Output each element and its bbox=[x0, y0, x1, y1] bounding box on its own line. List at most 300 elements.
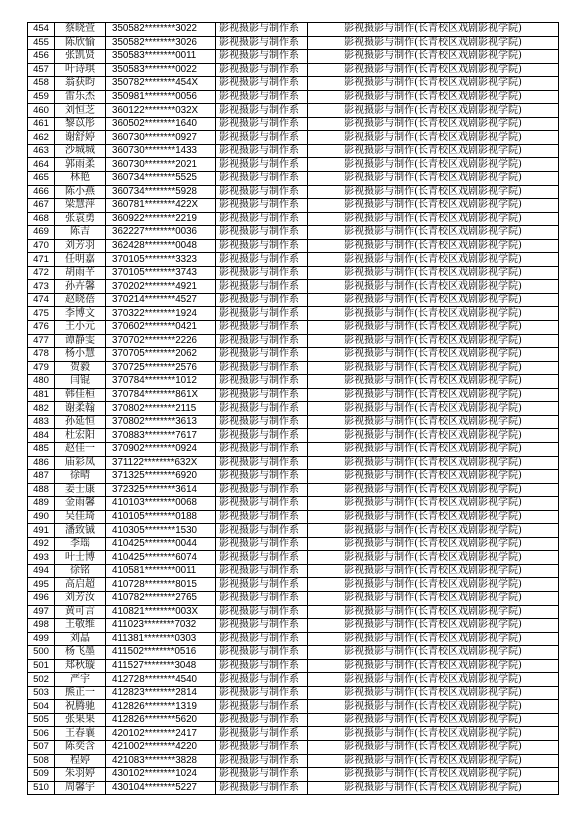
cell-id-number: 412826********5620 bbox=[106, 713, 216, 727]
cell-id-number: 410425********6074 bbox=[106, 551, 216, 565]
cell-id-number: 430104********5227 bbox=[106, 781, 216, 795]
table-row bbox=[28, 591, 559, 605]
cell-department: 影视摄影与制作系 bbox=[216, 564, 308, 578]
cell-id-number: 370602********0421 bbox=[106, 321, 216, 335]
cell-id-number: 372325********3614 bbox=[106, 483, 216, 497]
cell-name: 金雨馨 bbox=[55, 497, 106, 511]
cell-name: 潘致铖 bbox=[55, 524, 106, 538]
cell-major: 影视摄影与制作(长青校区戏剧影视学院) bbox=[308, 768, 559, 782]
cell-id-number: 410105********0188 bbox=[106, 510, 216, 524]
table-row bbox=[28, 727, 559, 741]
table-row bbox=[28, 578, 559, 592]
cell-name: 杨飞墨 bbox=[55, 646, 106, 660]
cell-name: 张袁勇 bbox=[55, 212, 106, 226]
cell-name: 刘恒芝 bbox=[55, 104, 106, 118]
cell-department: 影视摄影与制作系 bbox=[216, 442, 308, 456]
table-row bbox=[28, 442, 559, 456]
cell-name: 熊正一 bbox=[55, 686, 106, 700]
cell-name: 高启超 bbox=[55, 578, 106, 592]
cell-id-number: 350981********0056 bbox=[106, 90, 216, 104]
cell-row-number: 504 bbox=[28, 700, 55, 714]
cell-row-number: 464 bbox=[28, 158, 55, 172]
cell-department: 影视摄影与制作系 bbox=[216, 361, 308, 375]
cell-id-number: 350583********0022 bbox=[106, 63, 216, 77]
cell-name: 杜宏阳 bbox=[55, 429, 106, 443]
cell-name: 郭雨柔 bbox=[55, 158, 106, 172]
cell-id-number: 350583********0011 bbox=[106, 50, 216, 64]
cell-department: 影视摄影与制作系 bbox=[216, 456, 308, 470]
cell-major: 影视摄影与制作(长青校区戏剧影视学院) bbox=[308, 781, 559, 795]
cell-major: 影视摄影与制作(长青校区戏剧影视学院) bbox=[308, 470, 559, 484]
cell-name: 王小元 bbox=[55, 321, 106, 335]
table-row bbox=[28, 253, 559, 267]
cell-id-number: 360730********0927 bbox=[106, 131, 216, 145]
student-list-table bbox=[27, 22, 559, 795]
cell-row-number: 489 bbox=[28, 497, 55, 511]
cell-row-number: 454 bbox=[28, 23, 55, 37]
cell-major: 影视摄影与制作(长青校区戏剧影视学院) bbox=[308, 280, 559, 294]
cell-major: 影视摄影与制作(长青校区戏剧影视学院) bbox=[308, 144, 559, 158]
cell-major: 影视摄影与制作(长青校区戏剧影视学院) bbox=[308, 104, 559, 118]
table-row bbox=[28, 77, 559, 91]
cell-id-number: 370883********7617 bbox=[106, 429, 216, 443]
cell-id-number: 370702********2226 bbox=[106, 334, 216, 348]
table-row bbox=[28, 375, 559, 389]
cell-department: 影视摄影与制作系 bbox=[216, 781, 308, 795]
cell-name: 吴佳琦 bbox=[55, 510, 106, 524]
cell-name: 雷乐杰 bbox=[55, 90, 106, 104]
cell-name: 严宇 bbox=[55, 673, 106, 687]
table-row bbox=[28, 659, 559, 673]
cell-name: 谭静雯 bbox=[55, 334, 106, 348]
cell-major: 影视摄影与制作(长青校区戏剧影视学院) bbox=[308, 591, 559, 605]
cell-department: 影视摄影与制作系 bbox=[216, 158, 308, 172]
cell-department: 影视摄影与制作系 bbox=[216, 754, 308, 768]
cell-major: 影视摄影与制作(长青校区戏剧影视学院) bbox=[308, 77, 559, 91]
cell-row-number: 496 bbox=[28, 591, 55, 605]
cell-major: 影视摄影与制作(长青校区戏剧影视学院) bbox=[308, 117, 559, 131]
cell-major: 影视摄影与制作(长青校区戏剧影视学院) bbox=[308, 36, 559, 50]
cell-row-number: 510 bbox=[28, 781, 55, 795]
table-row bbox=[28, 470, 559, 484]
cell-id-number: 411527********3048 bbox=[106, 659, 216, 673]
table-row bbox=[28, 90, 559, 104]
cell-id-number: 411502********0516 bbox=[106, 646, 216, 660]
cell-department: 影视摄影与制作系 bbox=[216, 673, 308, 687]
cell-id-number: 410821********003X bbox=[106, 605, 216, 619]
table-row bbox=[28, 673, 559, 687]
cell-row-number: 491 bbox=[28, 524, 55, 538]
cell-id-number: 362428********0048 bbox=[106, 239, 216, 253]
cell-name: 刘芳羽 bbox=[55, 239, 106, 253]
table-row bbox=[28, 63, 559, 77]
cell-department: 影视摄影与制作系 bbox=[216, 375, 308, 389]
cell-department: 影视摄影与制作系 bbox=[216, 497, 308, 511]
cell-id-number: 411023********7032 bbox=[106, 619, 216, 633]
cell-department: 影视摄影与制作系 bbox=[216, 740, 308, 754]
cell-department: 影视摄影与制作系 bbox=[216, 605, 308, 619]
cell-major: 影视摄影与制作(长青校区戏剧影视学院) bbox=[308, 646, 559, 660]
cell-row-number: 460 bbox=[28, 104, 55, 118]
cell-id-number: 421002********4220 bbox=[106, 740, 216, 754]
cell-department: 影视摄影与制作系 bbox=[216, 348, 308, 362]
cell-row-number: 505 bbox=[28, 713, 55, 727]
cell-id-number: 370784********1012 bbox=[106, 375, 216, 389]
cell-row-number: 479 bbox=[28, 361, 55, 375]
cell-name: 贺毅 bbox=[55, 361, 106, 375]
cell-major: 影视摄影与制作(长青校区戏剧影视学院) bbox=[308, 713, 559, 727]
cell-department: 影视摄影与制作系 bbox=[216, 591, 308, 605]
cell-row-number: 469 bbox=[28, 226, 55, 240]
cell-department: 影视摄影与制作系 bbox=[216, 646, 308, 660]
cell-department: 影视摄影与制作系 bbox=[216, 415, 308, 429]
table-row bbox=[28, 551, 559, 565]
cell-major: 影视摄影与制作(长青校区戏剧影视学院) bbox=[308, 429, 559, 443]
cell-name: 周馨宇 bbox=[55, 781, 106, 795]
cell-name: 王春襄 bbox=[55, 727, 106, 741]
cell-id-number: 360734********5928 bbox=[106, 185, 216, 199]
cell-department: 影视摄影与制作系 bbox=[216, 700, 308, 714]
cell-row-number: 484 bbox=[28, 429, 55, 443]
cell-name: 庙彩凤 bbox=[55, 456, 106, 470]
table-row bbox=[28, 483, 559, 497]
table-row bbox=[28, 700, 559, 714]
cell-row-number: 507 bbox=[28, 740, 55, 754]
cell-major: 影视摄影与制作(长青校区戏剧影视学院) bbox=[308, 293, 559, 307]
cell-major: 影视摄影与制作(长青校区戏剧影视学院) bbox=[308, 23, 559, 37]
table-row bbox=[28, 713, 559, 727]
cell-major: 影视摄影与制作(长青校区戏剧影视学院) bbox=[308, 456, 559, 470]
cell-name: 黎苡彤 bbox=[55, 117, 106, 131]
cell-id-number: 370105********3743 bbox=[106, 266, 216, 280]
cell-department: 影视摄影与制作系 bbox=[216, 23, 308, 37]
cell-department: 影视摄影与制作系 bbox=[216, 77, 308, 91]
cell-row-number: 458 bbox=[28, 77, 55, 91]
cell-department: 影视摄影与制作系 bbox=[216, 90, 308, 104]
table-row bbox=[28, 632, 559, 646]
cell-department: 影视摄影与制作系 bbox=[216, 619, 308, 633]
cell-id-number: 371325********6920 bbox=[106, 470, 216, 484]
cell-row-number: 498 bbox=[28, 619, 55, 633]
table-row bbox=[28, 23, 559, 37]
cell-row-number: 495 bbox=[28, 578, 55, 592]
cell-department: 影视摄影与制作系 bbox=[216, 429, 308, 443]
cell-major: 影视摄影与制作(长青校区戏剧影视学院) bbox=[308, 497, 559, 511]
cell-department: 影视摄影与制作系 bbox=[216, 727, 308, 741]
cell-major: 影视摄影与制作(长青校区戏剧影视学院) bbox=[308, 415, 559, 429]
cell-name: 刘晶 bbox=[55, 632, 106, 646]
cell-row-number: 490 bbox=[28, 510, 55, 524]
cell-id-number: 360122********032X bbox=[106, 104, 216, 118]
table-row bbox=[28, 212, 559, 226]
table-row bbox=[28, 104, 559, 118]
cell-department: 影视摄影与制作系 bbox=[216, 483, 308, 497]
cell-name: 蔡晓萱 bbox=[55, 23, 106, 37]
cell-id-number: 412728********4540 bbox=[106, 673, 216, 687]
cell-major: 影视摄影与制作(长青校区戏剧影视学院) bbox=[308, 483, 559, 497]
cell-name: 赵佳一 bbox=[55, 442, 106, 456]
table-row bbox=[28, 781, 559, 795]
cell-name: 林艳 bbox=[55, 172, 106, 186]
cell-id-number: 360502********1640 bbox=[106, 117, 216, 131]
cell-id-number: 362227********0036 bbox=[106, 226, 216, 240]
table-row bbox=[28, 144, 559, 158]
cell-id-number: 410103********0068 bbox=[106, 497, 216, 511]
cell-major: 影视摄影与制作(长青校区戏剧影视学院) bbox=[308, 50, 559, 64]
cell-id-number: 350582********3022 bbox=[106, 23, 216, 37]
cell-row-number: 463 bbox=[28, 144, 55, 158]
cell-row-number: 476 bbox=[28, 321, 55, 335]
table-row bbox=[28, 280, 559, 294]
cell-department: 影视摄影与制作系 bbox=[216, 253, 308, 267]
cell-row-number: 475 bbox=[28, 307, 55, 321]
table-row bbox=[28, 172, 559, 186]
table-row bbox=[28, 537, 559, 551]
table-row bbox=[28, 510, 559, 524]
cell-id-number: 370802********2115 bbox=[106, 402, 216, 416]
cell-name: 张果果 bbox=[55, 713, 106, 727]
cell-name: 叶士博 bbox=[55, 551, 106, 565]
cell-id-number: 370902********0924 bbox=[106, 442, 216, 456]
cell-row-number: 480 bbox=[28, 375, 55, 389]
cell-row-number: 483 bbox=[28, 415, 55, 429]
cell-name: 朱羽婷 bbox=[55, 768, 106, 782]
cell-id-number: 370784********861X bbox=[106, 388, 216, 402]
cell-name: 王敬维 bbox=[55, 619, 106, 633]
cell-department: 影视摄影与制作系 bbox=[216, 104, 308, 118]
cell-major: 影视摄影与制作(长青校区戏剧影视学院) bbox=[308, 226, 559, 240]
cell-row-number: 501 bbox=[28, 659, 55, 673]
cell-department: 影视摄影与制作系 bbox=[216, 768, 308, 782]
cell-major: 影视摄影与制作(长青校区戏剧影视学院) bbox=[308, 740, 559, 754]
cell-department: 影视摄影与制作系 bbox=[216, 334, 308, 348]
cell-row-number: 509 bbox=[28, 768, 55, 782]
cell-row-number: 486 bbox=[28, 456, 55, 470]
table-row bbox=[28, 415, 559, 429]
cell-name: 闫锟 bbox=[55, 375, 106, 389]
cell-major: 影视摄影与制作(长青校区戏剧影视学院) bbox=[308, 564, 559, 578]
table-row bbox=[28, 361, 559, 375]
cell-department: 影视摄影与制作系 bbox=[216, 185, 308, 199]
cell-major: 影视摄影与制作(长青校区戏剧影视学院) bbox=[308, 402, 559, 416]
cell-major: 影视摄影与制作(长青校区戏剧影视学院) bbox=[308, 131, 559, 145]
cell-department: 影视摄影与制作系 bbox=[216, 239, 308, 253]
cell-name: 翁获昀 bbox=[55, 77, 106, 91]
cell-row-number: 494 bbox=[28, 564, 55, 578]
cell-major: 影视摄影与制作(长青校区戏剧影视学院) bbox=[308, 551, 559, 565]
table-row bbox=[28, 239, 559, 253]
cell-row-number: 467 bbox=[28, 199, 55, 213]
cell-major: 影视摄影与制作(长青校区戏剧影视学院) bbox=[308, 632, 559, 646]
cell-row-number: 472 bbox=[28, 266, 55, 280]
table-row bbox=[28, 605, 559, 619]
table-row bbox=[28, 50, 559, 64]
cell-department: 影视摄影与制作系 bbox=[216, 524, 308, 538]
cell-name: 祝腾驰 bbox=[55, 700, 106, 714]
table-row bbox=[28, 266, 559, 280]
cell-row-number: 506 bbox=[28, 727, 55, 741]
cell-name: 姜士康 bbox=[55, 483, 106, 497]
cell-row-number: 482 bbox=[28, 402, 55, 416]
cell-major: 影视摄影与制作(长青校区戏剧影视学院) bbox=[308, 307, 559, 321]
table-row bbox=[28, 36, 559, 50]
cell-row-number: 508 bbox=[28, 754, 55, 768]
cell-row-number: 478 bbox=[28, 348, 55, 362]
table-row bbox=[28, 199, 559, 213]
cell-name: 张凯贤 bbox=[55, 50, 106, 64]
cell-row-number: 503 bbox=[28, 686, 55, 700]
cell-row-number: 485 bbox=[28, 442, 55, 456]
table-row bbox=[28, 524, 559, 538]
cell-department: 影视摄影与制作系 bbox=[216, 36, 308, 50]
table-row bbox=[28, 686, 559, 700]
table-row bbox=[28, 388, 559, 402]
table-row bbox=[28, 158, 559, 172]
cell-department: 影视摄影与制作系 bbox=[216, 686, 308, 700]
cell-row-number: 492 bbox=[28, 537, 55, 551]
cell-row-number: 457 bbox=[28, 63, 55, 77]
cell-major: 影视摄影与制作(长青校区戏剧影视学院) bbox=[308, 90, 559, 104]
cell-name: 陈欣愉 bbox=[55, 36, 106, 50]
cell-department: 影视摄影与制作系 bbox=[216, 63, 308, 77]
table-row bbox=[28, 226, 559, 240]
table-row bbox=[28, 321, 559, 335]
cell-id-number: 412826********1319 bbox=[106, 700, 216, 714]
cell-row-number: 499 bbox=[28, 632, 55, 646]
cell-row-number: 462 bbox=[28, 131, 55, 145]
cell-row-number: 488 bbox=[28, 483, 55, 497]
cell-row-number: 474 bbox=[28, 293, 55, 307]
cell-row-number: 461 bbox=[28, 117, 55, 131]
cell-name: 徐晴 bbox=[55, 470, 106, 484]
table-row bbox=[28, 740, 559, 754]
cell-department: 影视摄影与制作系 bbox=[216, 131, 308, 145]
cell-major: 影视摄影与制作(长青校区戏剧影视学院) bbox=[308, 619, 559, 633]
cell-id-number: 360922********2219 bbox=[106, 212, 216, 226]
cell-major: 影视摄影与制作(长青校区戏剧影视学院) bbox=[308, 185, 559, 199]
table-row bbox=[28, 754, 559, 768]
cell-major: 影视摄影与制作(长青校区戏剧影视学院) bbox=[308, 212, 559, 226]
cell-row-number: 459 bbox=[28, 90, 55, 104]
cell-department: 影视摄影与制作系 bbox=[216, 307, 308, 321]
cell-department: 影视摄影与制作系 bbox=[216, 212, 308, 226]
cell-row-number: 477 bbox=[28, 334, 55, 348]
table-row bbox=[28, 456, 559, 470]
cell-major: 影视摄影与制作(长青校区戏剧影视学院) bbox=[308, 524, 559, 538]
cell-row-number: 466 bbox=[28, 185, 55, 199]
cell-id-number: 360730********2021 bbox=[106, 158, 216, 172]
cell-id-number: 370105********3323 bbox=[106, 253, 216, 267]
cell-id-number: 370725********2576 bbox=[106, 361, 216, 375]
cell-department: 影视摄影与制作系 bbox=[216, 578, 308, 592]
table-body bbox=[28, 23, 559, 795]
cell-name: 孙卉馨 bbox=[55, 280, 106, 294]
cell-row-number: 502 bbox=[28, 673, 55, 687]
cell-major: 影视摄影与制作(长青校区戏剧影视学院) bbox=[308, 266, 559, 280]
cell-id-number: 410728********8015 bbox=[106, 578, 216, 592]
cell-major: 影视摄影与制作(长青校区戏剧影视学院) bbox=[308, 578, 559, 592]
cell-department: 影视摄影与制作系 bbox=[216, 470, 308, 484]
cell-name: 沙城城 bbox=[55, 144, 106, 158]
cell-name: 陈吉 bbox=[55, 226, 106, 240]
cell-department: 影视摄影与制作系 bbox=[216, 226, 308, 240]
cell-department: 影视摄影与制作系 bbox=[216, 117, 308, 131]
table-row bbox=[28, 185, 559, 199]
cell-id-number: 370202********4921 bbox=[106, 280, 216, 294]
cell-major: 影视摄影与制作(长青校区戏剧影视学院) bbox=[308, 172, 559, 186]
cell-id-number: 370802********3613 bbox=[106, 415, 216, 429]
cell-department: 影视摄影与制作系 bbox=[216, 293, 308, 307]
cell-department: 影视摄影与制作系 bbox=[216, 402, 308, 416]
cell-row-number: 473 bbox=[28, 280, 55, 294]
cell-id-number: 360730********1433 bbox=[106, 144, 216, 158]
cell-row-number: 471 bbox=[28, 253, 55, 267]
cell-major: 影视摄影与制作(长青校区戏剧影视学院) bbox=[308, 158, 559, 172]
cell-name: 谢舒婷 bbox=[55, 131, 106, 145]
cell-id-number: 420102********2417 bbox=[106, 727, 216, 741]
cell-row-number: 487 bbox=[28, 470, 55, 484]
table-row bbox=[28, 131, 559, 145]
table-row bbox=[28, 429, 559, 443]
table-row bbox=[28, 646, 559, 660]
table-row bbox=[28, 402, 559, 416]
cell-major: 影视摄影与制作(长青校区戏剧影视学院) bbox=[308, 659, 559, 673]
cell-name: 梁慧萍 bbox=[55, 199, 106, 213]
cell-major: 影视摄影与制作(长青校区戏剧影视学院) bbox=[308, 442, 559, 456]
cell-department: 影视摄影与制作系 bbox=[216, 551, 308, 565]
cell-major: 影视摄影与制作(长青校区戏剧影视学院) bbox=[308, 605, 559, 619]
cell-department: 影视摄影与制作系 bbox=[216, 388, 308, 402]
table-row bbox=[28, 117, 559, 131]
cell-name: 赵晓蓓 bbox=[55, 293, 106, 307]
cell-name: 杨小慧 bbox=[55, 348, 106, 362]
cell-row-number: 497 bbox=[28, 605, 55, 619]
cell-id-number: 410782********2765 bbox=[106, 591, 216, 605]
cell-id-number: 412823********2814 bbox=[106, 686, 216, 700]
cell-name: 任明嘉 bbox=[55, 253, 106, 267]
cell-row-number: 493 bbox=[28, 551, 55, 565]
cell-department: 影视摄影与制作系 bbox=[216, 266, 308, 280]
cell-id-number: 410305********1530 bbox=[106, 524, 216, 538]
cell-major: 影视摄影与制作(长青校区戏剧影视学院) bbox=[308, 361, 559, 375]
cell-id-number: 410581********0011 bbox=[106, 564, 216, 578]
cell-department: 影视摄影与制作系 bbox=[216, 321, 308, 335]
cell-row-number: 500 bbox=[28, 646, 55, 660]
cell-department: 影视摄影与制作系 bbox=[216, 144, 308, 158]
cell-major: 影视摄影与制作(长青校区戏剧影视学院) bbox=[308, 63, 559, 77]
cell-name: 程婷 bbox=[55, 754, 106, 768]
cell-department: 影视摄影与制作系 bbox=[216, 632, 308, 646]
cell-row-number: 470 bbox=[28, 239, 55, 253]
cell-major: 影视摄影与制作(长青校区戏剧影视学院) bbox=[308, 388, 559, 402]
cell-major: 影视摄影与制作(长青校区戏剧影视学院) bbox=[308, 253, 559, 267]
cell-department: 影视摄影与制作系 bbox=[216, 199, 308, 213]
cell-name: 叶诗琪 bbox=[55, 63, 106, 77]
table-row bbox=[28, 768, 559, 782]
cell-row-number: 468 bbox=[28, 212, 55, 226]
cell-name: 李博文 bbox=[55, 307, 106, 321]
cell-name: 孙延恒 bbox=[55, 415, 106, 429]
cell-department: 影视摄影与制作系 bbox=[216, 537, 308, 551]
cell-id-number: 360781********422X bbox=[106, 199, 216, 213]
cell-id-number: 430102********1024 bbox=[106, 768, 216, 782]
cell-name: 徐铭 bbox=[55, 564, 106, 578]
cell-name: 刘芳汝 bbox=[55, 591, 106, 605]
cell-major: 影视摄影与制作(长青校区戏剧影视学院) bbox=[308, 537, 559, 551]
cell-major: 影视摄影与制作(长青校区戏剧影视学院) bbox=[308, 239, 559, 253]
cell-id-number: 410425********0044 bbox=[106, 537, 216, 551]
cell-id-number: 370214********4527 bbox=[106, 293, 216, 307]
